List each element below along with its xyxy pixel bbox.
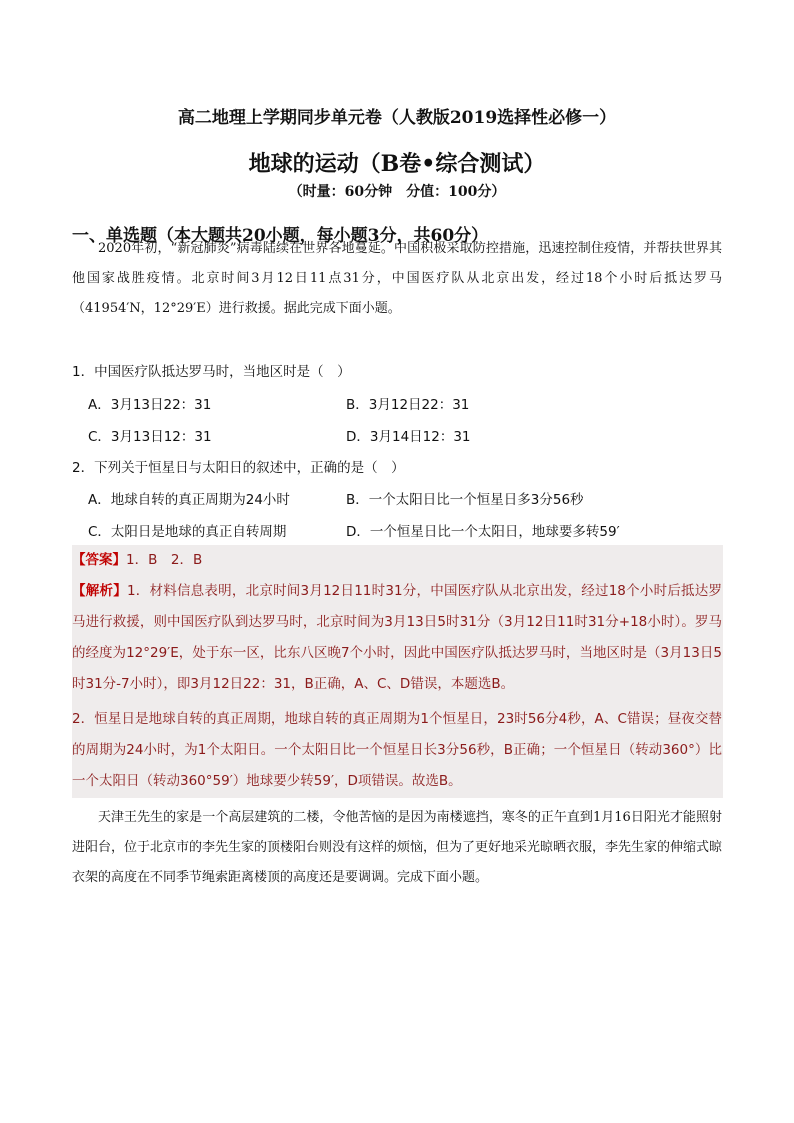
answer-tag: 【答案】 xyxy=(72,552,126,568)
question-2-option-b: B．一个太阳日比一个恒星日多3分56秒 xyxy=(346,492,584,508)
answer-line xyxy=(72,545,722,576)
exam-meta: （时量：60分钟 分值：100分） xyxy=(288,184,506,200)
question-2-stem: 2．下列关于恒星日与太阳日的叙述中，正确的是（ ） xyxy=(72,460,405,476)
question-1-option-d: D．3月14日12：31 xyxy=(346,429,471,445)
question-2-option-c: C．太阳日是地球的真正自转周期 xyxy=(88,524,287,540)
document-subtitle: 地球的运动（B卷•综合测试） xyxy=(248,151,546,177)
document-title: 高二地理上学期同步单元卷（人教版2019选择性必修一） xyxy=(177,108,617,128)
question-2-option-d: D．一个恒星日比一个太阳日，地球要多转59′ xyxy=(346,524,620,540)
analysis-paragraph-2: 2．恒星日是地球自转的真正周期，地球自转的真正周期为1个恒星日，23时56分4秒，A、C错误；昼夜交替的周期为24小时，为1个太阳日。一个太阳日比一个恒星日长3分56秒，B正确；一个恒星日（转动360°）比一个太阳日（转动360°59′）地球要少转59′，D项错误。故选B。 xyxy=(72,711,722,789)
section-heading: 一、单选题（本大题共20小题，每小题3分，共60分） xyxy=(72,226,489,246)
analysis-text-1: 1．材料信息表明，北京时间3月12日11时31分，中国医疗队从北京出发，经过18个小时后抵达罗马进行救援，则中国医疗队到达罗马时，北京时间为3月13日5时31分（3月12日11时31分+18小时）。罗马的经度为12°29′E，处于东一区，比东八区晚7个小时，因此中国医疗队抵达罗马时，当地区时是（3月13日5时31分-7小时），即3月12日22：31，B正确，A、C、D错误，本题选B。 xyxy=(72,583,723,692)
material-paragraph-2: 天津王先生的家是一个高层建筑的二楼，令他苦恼的是因为南楼遮挡，寒冬的正午直到1月16日阳光才能照射进阳台，位于北京市的李先生家的顶楼阳台则没有这样的烦恼，但为了更好地采光晾晒衣服，李先生家的伸缩式晾衣架的高度在不同季节绳索距离楼顶的高度还是要调调。完成下面小题。 xyxy=(72,810,723,885)
question-1-option-c: C．3月13日12：31 xyxy=(88,429,212,445)
analysis-tag: 【解析】 xyxy=(72,583,127,599)
question-1-option-b: B．3月12日22：31 xyxy=(346,397,470,413)
question-1-option-a: A．3月13日22：31 xyxy=(88,397,212,413)
analysis-paragraph-1 xyxy=(72,576,722,700)
answer-text: 1．B 2．B xyxy=(126,552,203,568)
question-2-option-a: A．地球自转的真正周期为24小时 xyxy=(88,492,290,508)
material-paragraph-1: 2020年初，“新冠肺炎”病毒陆续在世界各地蔓延。中国积极采取防控措施，迅速控制住疫情，并帮扶世界其他国家战胜疫情。北京时间3月12日11点31分，中国医疗队从北京出发，经过18个小时后抵达罗马（41954′N，12°29′E）进行救援。据此完成下面小题。 xyxy=(72,241,722,316)
question-1-stem: 1．中国医疗队抵达罗马时，当地区时是（ ） xyxy=(72,364,351,380)
